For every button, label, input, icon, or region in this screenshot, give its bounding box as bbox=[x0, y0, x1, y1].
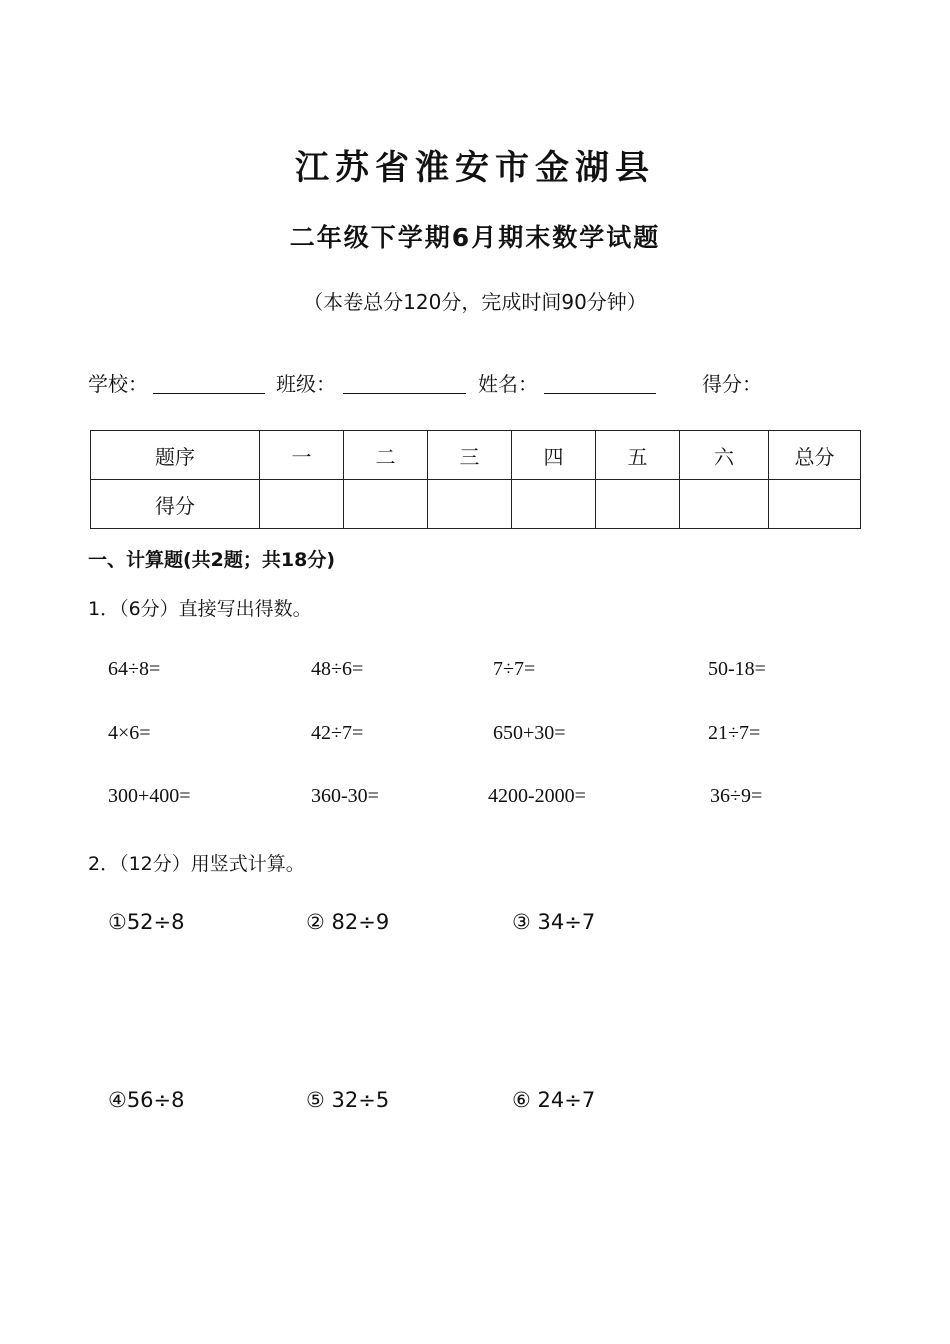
arith-item: 7÷7= bbox=[493, 658, 536, 680]
score-cell[interactable] bbox=[344, 480, 428, 529]
vertical-calc-item: ④56÷8 bbox=[108, 1088, 185, 1112]
header-cell: 一 bbox=[260, 431, 344, 480]
school-blank[interactable] bbox=[153, 375, 265, 394]
score-label: 得分： bbox=[702, 372, 762, 396]
arith-item: 50-18= bbox=[708, 658, 766, 680]
arith-item: 48÷6= bbox=[311, 658, 364, 680]
class-blank[interactable] bbox=[343, 375, 466, 394]
arith-item: 4×6= bbox=[108, 722, 151, 744]
header-cell: 二 bbox=[344, 431, 428, 480]
name-label: 姓名： bbox=[478, 372, 538, 396]
vertical-calc-item: ①52÷8 bbox=[108, 910, 185, 934]
arith-item: 650+30= bbox=[493, 722, 566, 744]
score-cell[interactable] bbox=[769, 480, 861, 529]
header-cell: 五 bbox=[596, 431, 680, 480]
section-title: 一、计算题(共2题；共18分) bbox=[88, 549, 336, 571]
page-title: 江苏省淮安市金湖县 bbox=[295, 148, 655, 188]
score-cell[interactable] bbox=[428, 480, 512, 529]
question-2-stem: 2．（12分）用竖式计算。 bbox=[88, 853, 305, 875]
exam-note: （本卷总分120分，完成时间90分钟） bbox=[303, 290, 647, 314]
vertical-calc-item: ⑥ 24÷7 bbox=[512, 1088, 596, 1112]
class-label: 班级： bbox=[276, 372, 336, 396]
arith-item: 21÷7= bbox=[708, 722, 761, 744]
score-cell[interactable] bbox=[596, 480, 680, 529]
score-cell[interactable] bbox=[680, 480, 769, 529]
row-label-cell: 得分 bbox=[91, 480, 260, 529]
vertical-calc-item: ② 82÷9 bbox=[306, 910, 390, 934]
score-table bbox=[90, 430, 861, 529]
header-cell: 三 bbox=[428, 431, 512, 480]
arith-item: 64÷8= bbox=[108, 658, 161, 680]
name-blank[interactable] bbox=[544, 375, 656, 394]
vertical-calc-item: ⑤ 32÷5 bbox=[306, 1088, 390, 1112]
arith-item: 300+400= bbox=[108, 785, 191, 807]
exam-subtitle: 二年级下学期6月期末数学试题 bbox=[289, 223, 661, 252]
header-cell: 总分 bbox=[769, 431, 861, 480]
question-1-stem: 1．（6分）直接写出得数。 bbox=[88, 598, 312, 620]
arith-item: 36÷9= bbox=[710, 785, 763, 807]
arith-item: 4200-2000= bbox=[488, 785, 586, 807]
score-cell[interactable] bbox=[260, 480, 344, 529]
header-cell: 题序 bbox=[91, 431, 260, 480]
score-table-score-row bbox=[91, 480, 861, 529]
header-cell: 四 bbox=[512, 431, 596, 480]
arith-item: 42÷7= bbox=[311, 722, 364, 744]
score-cell[interactable] bbox=[512, 480, 596, 529]
vertical-calc-item: ③ 34÷7 bbox=[512, 910, 596, 934]
school-label: 学校： bbox=[88, 372, 148, 396]
arith-item: 360-30= bbox=[311, 785, 379, 807]
header-cell: 六 bbox=[680, 431, 769, 480]
score-table-header-row bbox=[91, 431, 861, 480]
